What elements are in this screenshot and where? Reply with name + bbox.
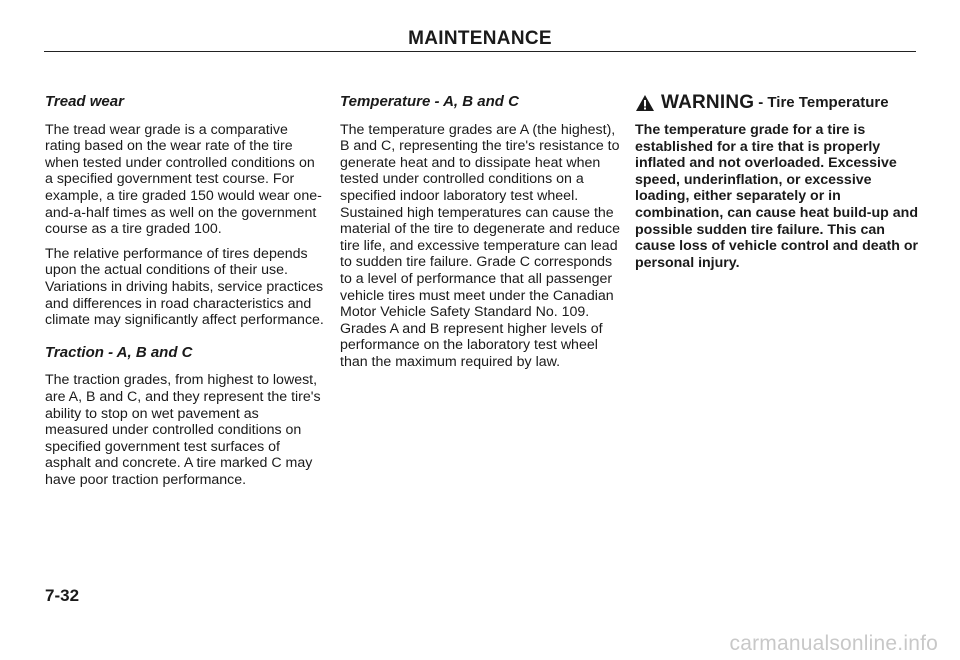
column-left — [45, 94, 325, 496]
traction-heading: Traction - A, B and C — [45, 343, 193, 361]
tread-wear-paragraph-1: The tread wear grade is a comparative rating based on the wear rate of the tire when tested under controlled conditions on a specified government test course. For example, a tire graded 150 would wear one-and-a-half times as well on the government course as a tire graded 100. — [45, 121, 322, 238]
column-middle — [340, 94, 620, 379]
page-title: MAINTENANCE — [408, 28, 552, 49]
column-right — [635, 91, 920, 271]
warning-subtitle: - Tire Temperature — [758, 93, 889, 111]
tread-wear-paragraph-2: The relative performance of tires depends upon the actual conditions of their use. Variations in driving habits, service practices and differences in road characteristics and climate may significantly affect performance. — [45, 245, 324, 329]
temperature-paragraph: The temperature grades are A (the highest), B and C, representing the tire's resistance to generate heat and to dissipate heat when tested under controlled conditions on a specified indoor laboratory test wheel. Sustained high temperatures can cause the material of the tire to degenerate and reduce tire life, and excessive temperature can lead to sudden tire failure. Grade C corresponds to a level of performance that all passenger vehicle tires must meet under the Canadian Motor Vehicle Safety Standard No. 109. Grades A and B represent higher levels of performance on the laboratory test wheel than the maximum required by law. — [340, 121, 620, 370]
watermark: carmanualsonline.info — [729, 632, 938, 655]
warning-triangle-icon — [635, 94, 655, 112]
page-number: 7-32 — [45, 586, 80, 605]
traction-paragraph: The traction grades, from highest to lowest, are A, B and C, and they represent the tire's ability to stop on wet pavement as measured under controlled conditions on specified government test surfaces of asphalt and concrete. A tire marked C may have poor traction performance. — [45, 372, 321, 488]
warning-header — [635, 91, 920, 113]
temperature-heading: Temperature - A, B and C — [340, 93, 519, 110]
warning-body: The temperature grade for a tire is established for a tire that is properly inflated and not overloaded. Excessive speed, underinflation, or excessive loading, either separately or in combination, can cause heat build-up and possible sudden tire failure. This can cause loss of vehicle control and death or personal injury. — [635, 122, 919, 271]
tread-wear-heading: Tread wear — [45, 93, 124, 110]
header-divider — [44, 51, 916, 52]
warning-label: WARNING — [661, 91, 755, 113]
